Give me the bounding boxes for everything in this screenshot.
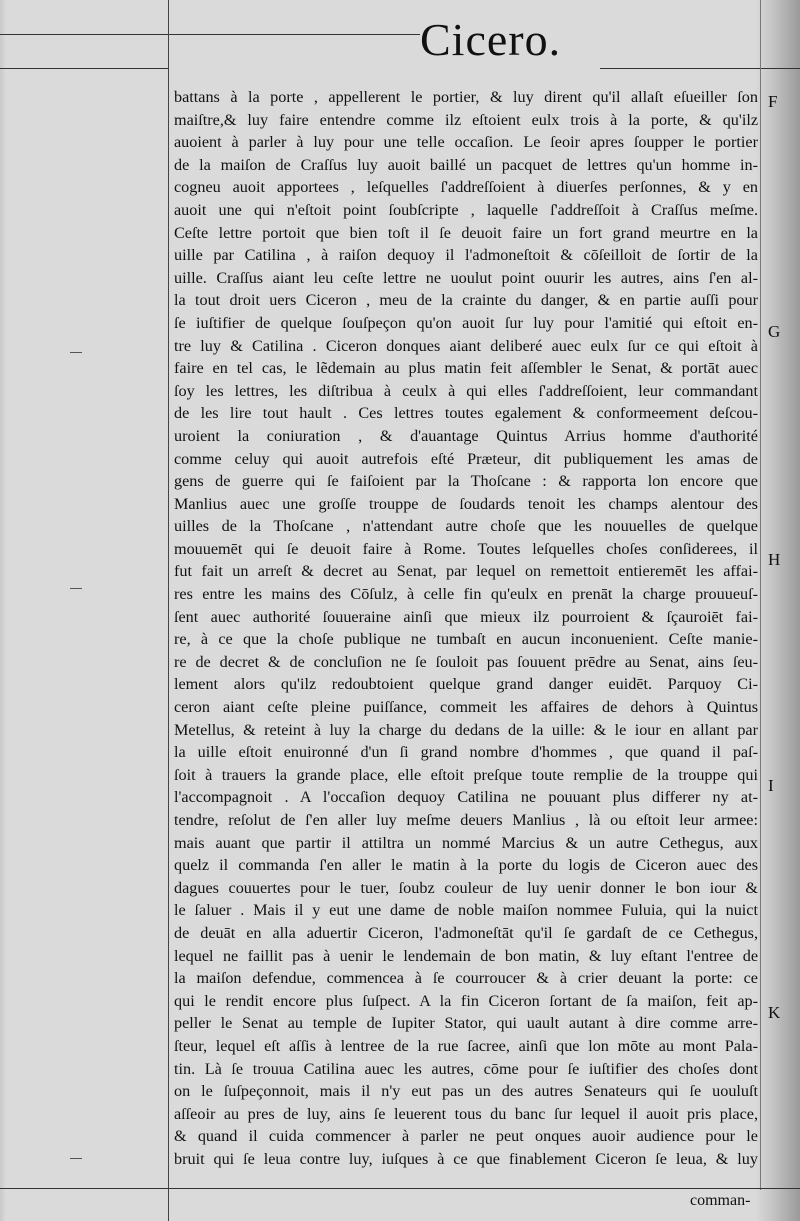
text-line: Manlius auec une groſſe trouppe de ſoudards tenoit les champs alentour des	[174, 494, 758, 513]
text-line: le ſaluer . Mais il y eut une dame de noble maiſon nommee Fuluia, qui la nuict	[174, 901, 758, 920]
text-line: auoient à parler à luy pour une telle occaſion. Le ſeoir apres ſoupper le portier	[174, 133, 758, 152]
text-line: uille par Catilina , à raiſon dequoy il l'admoneſtoit & cōſeilloit de ſortir de la	[174, 246, 758, 265]
margin-rule-right	[760, 0, 761, 1190]
header-rule-right	[600, 68, 800, 69]
header-rule-left	[0, 68, 168, 69]
text-line: lement alors qu'ilz redoubtoient quelque grand danger euidēt. Parquoy Ci-	[174, 675, 758, 694]
margin-letter-i: I	[768, 776, 774, 795]
text-line: comme celuy qui auoit autrefois eſté Præteur, dit publiquement les amas de	[174, 449, 758, 468]
text-line: res entre les mains des Cōſulz, à celle fin qu'eulx en prenāt la charge prouueuſ-	[174, 585, 758, 604]
text-line: l'accompagnoit . A l'occaſion dequoy Catilina ne pouuant plus differer ny at-	[174, 788, 758, 807]
footer-rule	[0, 1188, 800, 1189]
text-line: re de decret & de concluſion ne ſe ſouloit pas ſouuent prēdre au Senat, ains ſeu-	[174, 652, 758, 671]
text-line: fut fait un arreſt & decret au Senat, par lequel on remettoit entieremēt les affai-	[174, 562, 758, 581]
text-line: dagues couuertes pour le tuer, ſoubz couleur de luy uenir donner le bon iour &	[174, 878, 758, 897]
text-line: tin. Là ſe trouua Catilina auec les autres, cōme pour ſe iuſtifier des choſes dont	[174, 1059, 758, 1078]
text-line: de les lire tout hault . Ces lettres toutes egalement & conformeement deſcou-	[174, 404, 758, 423]
text-line: bruit qui ſe leua contre luy, iuſques à ce que finablement Ciceron ſe leua, & luy	[174, 1149, 758, 1168]
text-line: de deuāt en alla aduertir Ciceron, l'admoneſtāt qu'il ſe gardaſt de ce Cethegus,	[174, 923, 758, 942]
text-line: quelz il commanda ſ'en aller le matin à la porte du logis de Ciceron auec des	[174, 856, 758, 875]
text-line: uilles de la Thoſcane , n'attendant autre choſe que les nouuelles de quelque	[174, 517, 758, 536]
text-line: ceron aiant ceſte pleine puiſſance, commeit les affaires de dehors à Quintus	[174, 698, 758, 717]
text-line: la uille eſtoit enuironné d'un ſi grand nombre d'hommes , que quand il paſ-	[174, 743, 758, 762]
text-line: ſoit à trauers la grande place, elle eſtoit preſque toute remplie de la trouppe qui	[174, 765, 758, 784]
text-line: peller le Senat au temple de Iupiter Stator, qui uault autant à dire comme arre-	[174, 1014, 758, 1033]
margin-rule-left	[168, 0, 169, 1221]
text-line: ſteur, lequel eſt aſſis à lentree de la rue ſacree, ainſi que lon mōte au mont Pala-	[174, 1036, 758, 1055]
text-line: auoit une qui n'eſtoit point ſoubſcripte , laquelle ſ'addreſſoit à Craſſus meſme.	[174, 200, 758, 219]
text-line: ſent auec authorité ſouueraine ainſi que mieux ilz pourroient & ſçauroiēt fai-	[174, 607, 758, 626]
text-line: battans à la porte , appellerent le portier, & luy dirent qu'il allaſt eſueiller ſon	[174, 88, 758, 106]
catchword: comman-	[690, 1192, 751, 1209]
text-line: Ceſte lettre portoit que bien toſt il ſe deuoit faire un fort grand meurtre en la	[174, 223, 758, 242]
text-line: cogneu auoit apportees , leſquelles ſ'addreſſoient à diuerſes perſonnes, & y en	[174, 178, 758, 197]
margin-mark	[70, 352, 82, 353]
text-line: ſoy les lettres, les diſtribua à ceulx à qui elles ſ'addreſſoient, leur commandant	[174, 381, 758, 400]
text-line: lequel ne faillit pas à uenir le lendemain de bon matin, & luy eſtant l'entree de	[174, 946, 758, 965]
text-line: Metellus, & reteint à luy la charge du dedans de la uille: & le iour en allant par	[174, 720, 758, 739]
text-line: tendre, reſolut de ſ'en aller luy meſme deuers Manlius , là ou eſtoit leur armee:	[174, 811, 758, 829]
body-text	[174, 86, 758, 1171]
text-line: tre luy & Catilina . Ciceron donques aiant deliberé auec eulx ſur ce qui eſtoit à	[174, 336, 758, 355]
header-rule	[0, 34, 420, 35]
margin-letter-k: K	[768, 1003, 781, 1022]
text-line: de la maiſon de Craſſus luy auoit baillé un pacquet de lettres qu'un homme in-	[174, 155, 758, 174]
running-head: Cicero.	[420, 14, 562, 65]
text-line: ſe iuſtifier de quelque ſouſpeçon qu'on auoit ſur luy pour l'amitié qui eſtoit en-	[174, 313, 758, 332]
text-line: & quand il cuida commencer à parler ne peut onques auoir audience pour le	[174, 1127, 758, 1146]
text-line: faire en tel cas, le lẽdemain au plus matin feit aſſembler le Senat, & portāt auec	[174, 359, 758, 378]
margin-letter-g: G	[768, 322, 781, 341]
margin-letter-f: F	[768, 92, 778, 111]
text-line: re, à ce que la choſe publique ne tumbaſt en aucun inconuenient. Ceſte manie-	[174, 630, 758, 649]
text-line: la tout droit uers Ciceron , meu de la crainte du danger, & en partie auſſi pour	[174, 291, 758, 310]
text-line: maiſtre,& luy faire entendre comme ilz eſtoient eulx trois à la porte, & qu'ilz	[174, 110, 758, 129]
text-line: on le ſuſpeçonnoit, mais il n'y eut pas un des autres Senateurs qui ſe uouluſt	[174, 1082, 758, 1101]
text-line: uroient la coniuration , & d'auantage Quintus Arrius homme d'authorité	[174, 426, 758, 445]
text-line: la maiſon defendue, commencea à ſe courroucer & à crier deuant la porte: ce	[174, 969, 758, 988]
text-line: uille. Craſſus aiant leu ceſte lettre ne uoulut point ouurir les autres, ains ſ'en al-	[174, 268, 758, 287]
margin-letter-h: H	[768, 550, 781, 569]
margin-mark	[70, 1158, 82, 1159]
margin-mark	[70, 588, 82, 589]
text-line: gens de guerre qui ſe faiſoient par la Thoſcane : & rapporta lon encore que	[174, 472, 758, 491]
text-line: aſſeoir au pres de luy, ains ſe leuerent tous du banc ſur lequel il auoit pris place,	[174, 1104, 758, 1123]
text-line: mouuemēt qui ſe deuoit faire à Rome. Toutes leſquelles choſes conſiderees, il	[174, 539, 758, 558]
text-line: qui le rendit encore plus ſuſpect. A la fin Ciceron ſortant de ſa maiſon, feit ap-	[174, 991, 758, 1010]
text-line: mais auant que partir il attiltra un nommé Marcius & un autre Cethegus, aux	[174, 833, 758, 852]
